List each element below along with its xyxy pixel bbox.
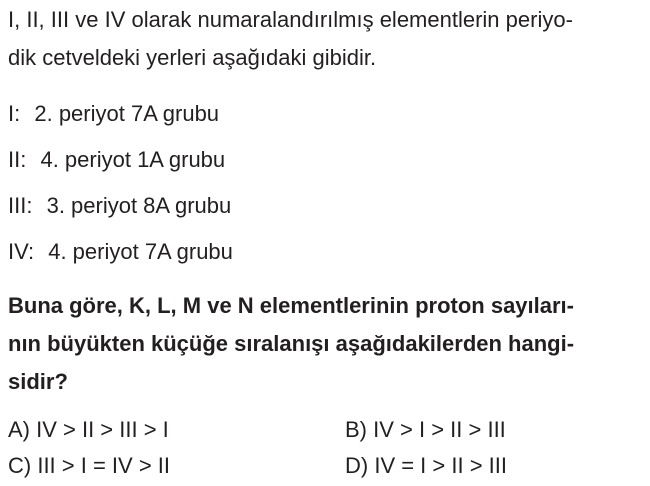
- item-text: 2. periyot 7A grubu: [34, 101, 220, 126]
- question-line-2: nın büyükten küçüğe sıralanışı aşağıdakilerden hangi-: [8, 331, 575, 356]
- intro-line-2: dik cetveldeki yerleri aşağıdaki gibidir.: [8, 45, 377, 70]
- list-item: [8, 100, 219, 128]
- intro-line-1: I, II, III ve IV olarak numaralandırılmış elementlerin periyo-: [8, 7, 573, 32]
- option-b[interactable]: B) IV > I > II > III: [345, 417, 506, 442]
- item-label: IV:: [8, 239, 35, 264]
- item-label: II:: [8, 147, 27, 172]
- question-line-3: sidir?: [8, 369, 68, 394]
- item-text: 4. periyot 1A grubu: [40, 147, 226, 172]
- list-item: [8, 238, 233, 266]
- question-line-1: Buna göre, K, L, M ve N elementlerinin proton sayıları-: [8, 293, 574, 318]
- option-d[interactable]: D) IV = I > II > III: [345, 453, 508, 478]
- list-item: [8, 146, 225, 174]
- item-label: III:: [8, 193, 33, 218]
- list-item: [8, 192, 231, 220]
- option-a[interactable]: A) IV > II > III > I: [8, 417, 169, 442]
- item-label: I:: [8, 101, 21, 126]
- item-text: 4. periyot 7A grubu: [48, 239, 233, 264]
- item-text: 3. periyot 8A grubu: [46, 193, 232, 218]
- option-c[interactable]: C) III > I = IV > II: [8, 453, 171, 478]
